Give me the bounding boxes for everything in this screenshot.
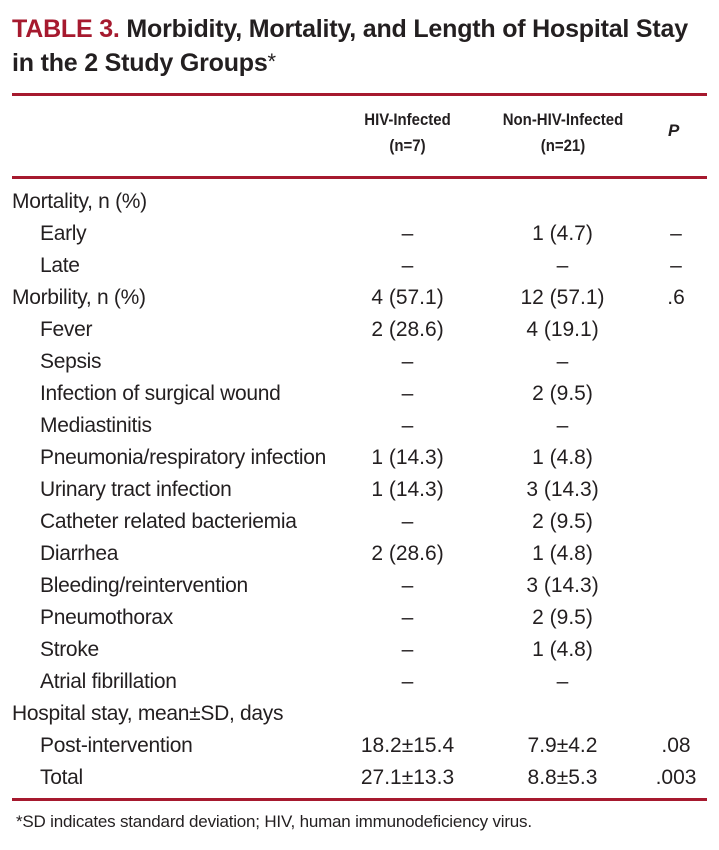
cell-non-hiv-infected: 1 (4.8) (532, 446, 593, 469)
cell-hiv-infected: – (401, 574, 414, 597)
cell-non-hiv-infected: – (556, 670, 569, 693)
table-row (0, 250, 719, 282)
table-title (12, 12, 712, 81)
table-row (0, 186, 719, 218)
cell-non-hiv-infected: 7.9±4.2 (527, 734, 598, 757)
table-row (0, 538, 719, 570)
footnote-marker: * (267, 49, 276, 74)
table-row (0, 474, 719, 506)
cell-non-hiv-infected: – (556, 350, 569, 373)
cell-hiv-infected: – (401, 382, 414, 405)
table-row (0, 602, 719, 634)
row-label: Catheter related bacteriemia (40, 510, 297, 533)
cell-hiv-infected: 18.2±15.4 (360, 734, 455, 757)
row-label: Infection of surgical wound (40, 382, 281, 405)
row-label: Atrial fibrillation (40, 670, 177, 693)
cell-non-hiv-infected: 2 (9.5) (532, 382, 593, 405)
cell-p-value: – (670, 254, 682, 277)
cell-hiv-infected: 2 (28.6) (371, 542, 444, 565)
header-non-hiv-label: Non-HIV-Infected (502, 110, 624, 129)
row-label: Early (40, 222, 87, 245)
header-non-hiv-infected (488, 107, 638, 159)
row-label: Diarrhea (40, 542, 119, 565)
cell-p-value: .6 (667, 286, 685, 309)
cell-non-hiv-infected: 12 (57.1) (520, 286, 605, 309)
header-p-value: P (668, 121, 680, 140)
table-row (0, 410, 719, 442)
row-label: Bleeding/reintervention (40, 574, 248, 597)
table-row (0, 346, 719, 378)
cell-hiv-infected: 2 (28.6) (371, 318, 444, 341)
cell-hiv-infected: – (401, 222, 414, 245)
cell-non-hiv-infected: 3 (14.3) (526, 574, 599, 597)
row-label: Mortality, n (%) (12, 190, 147, 213)
row-label: Late (40, 254, 80, 277)
row-label: Sepsis (40, 350, 102, 373)
table-caption: Morbidity, Mortality, and Length of Hospital Stay in the 2 Study Groups (12, 15, 688, 77)
cell-hiv-infected: 1 (14.3) (371, 478, 444, 501)
cell-non-hiv-infected: 8.8±5.3 (527, 766, 598, 789)
cell-non-hiv-infected: 4 (19.1) (526, 318, 599, 341)
header-hiv-n: (n=7) (389, 136, 426, 155)
cell-non-hiv-infected: 1 (4.8) (532, 638, 593, 661)
top-rule (12, 93, 707, 96)
table-row (0, 506, 719, 538)
cell-p-value: .08 (661, 734, 691, 757)
table-body (0, 186, 719, 794)
table-row (0, 218, 719, 250)
cell-hiv-infected: – (401, 254, 414, 277)
header-hiv-infected (348, 107, 467, 159)
table-number: TABLE 3. (12, 15, 120, 43)
cell-non-hiv-infected: 1 (4.8) (532, 542, 593, 565)
cell-hiv-infected: – (401, 350, 414, 373)
row-label: Total (40, 766, 83, 789)
table-row (0, 378, 719, 410)
cell-hiv-infected: 4 (57.1) (371, 286, 444, 309)
table-footnote: *SD indicates standard deviation; HIV, human immunodeficiency virus. (16, 812, 532, 831)
row-label: Mediastinitis (40, 414, 152, 437)
cell-hiv-infected: – (401, 606, 414, 629)
cell-non-hiv-infected: 2 (9.5) (532, 606, 593, 629)
cell-hiv-infected: – (401, 670, 414, 693)
row-label: Morbility, n (%) (12, 286, 146, 309)
row-label: Urinary tract infection (40, 478, 232, 501)
cell-hiv-infected: 27.1±13.3 (360, 766, 455, 789)
table-row (0, 282, 719, 314)
row-label: Fever (40, 318, 93, 341)
table-row (0, 730, 719, 762)
cell-hiv-infected: – (401, 638, 414, 661)
table-row (0, 698, 719, 730)
header-hiv-label: HIV-Infected (364, 110, 451, 129)
cell-hiv-infected: – (401, 510, 414, 533)
table-row (0, 634, 719, 666)
table-row (0, 314, 719, 346)
cell-non-hiv-infected: – (556, 414, 569, 437)
cell-non-hiv-infected: – (556, 254, 569, 277)
cell-hiv-infected: 1 (14.3) (371, 446, 444, 469)
row-label: Post-intervention (40, 734, 193, 757)
cell-non-hiv-infected: 3 (14.3) (526, 478, 599, 501)
bottom-rule (12, 798, 707, 801)
table-row (0, 666, 719, 698)
cell-p-value: – (670, 222, 682, 245)
header-rule (12, 176, 707, 179)
cell-non-hiv-infected: 1 (4.7) (532, 222, 593, 245)
row-label: Pneumothorax (40, 606, 173, 629)
cell-p-value: .003 (655, 766, 697, 789)
table-row (0, 762, 719, 794)
cell-non-hiv-infected: 2 (9.5) (532, 510, 593, 533)
row-label: Hospital stay, mean±SD, days (12, 702, 284, 725)
table-row (0, 442, 719, 474)
table-row (0, 570, 719, 602)
header-non-hiv-n: (n=21) (540, 136, 586, 155)
cell-hiv-infected: – (401, 414, 414, 437)
row-label: Pneumonia/respiratory infection (40, 446, 327, 469)
row-label: Stroke (40, 638, 99, 661)
